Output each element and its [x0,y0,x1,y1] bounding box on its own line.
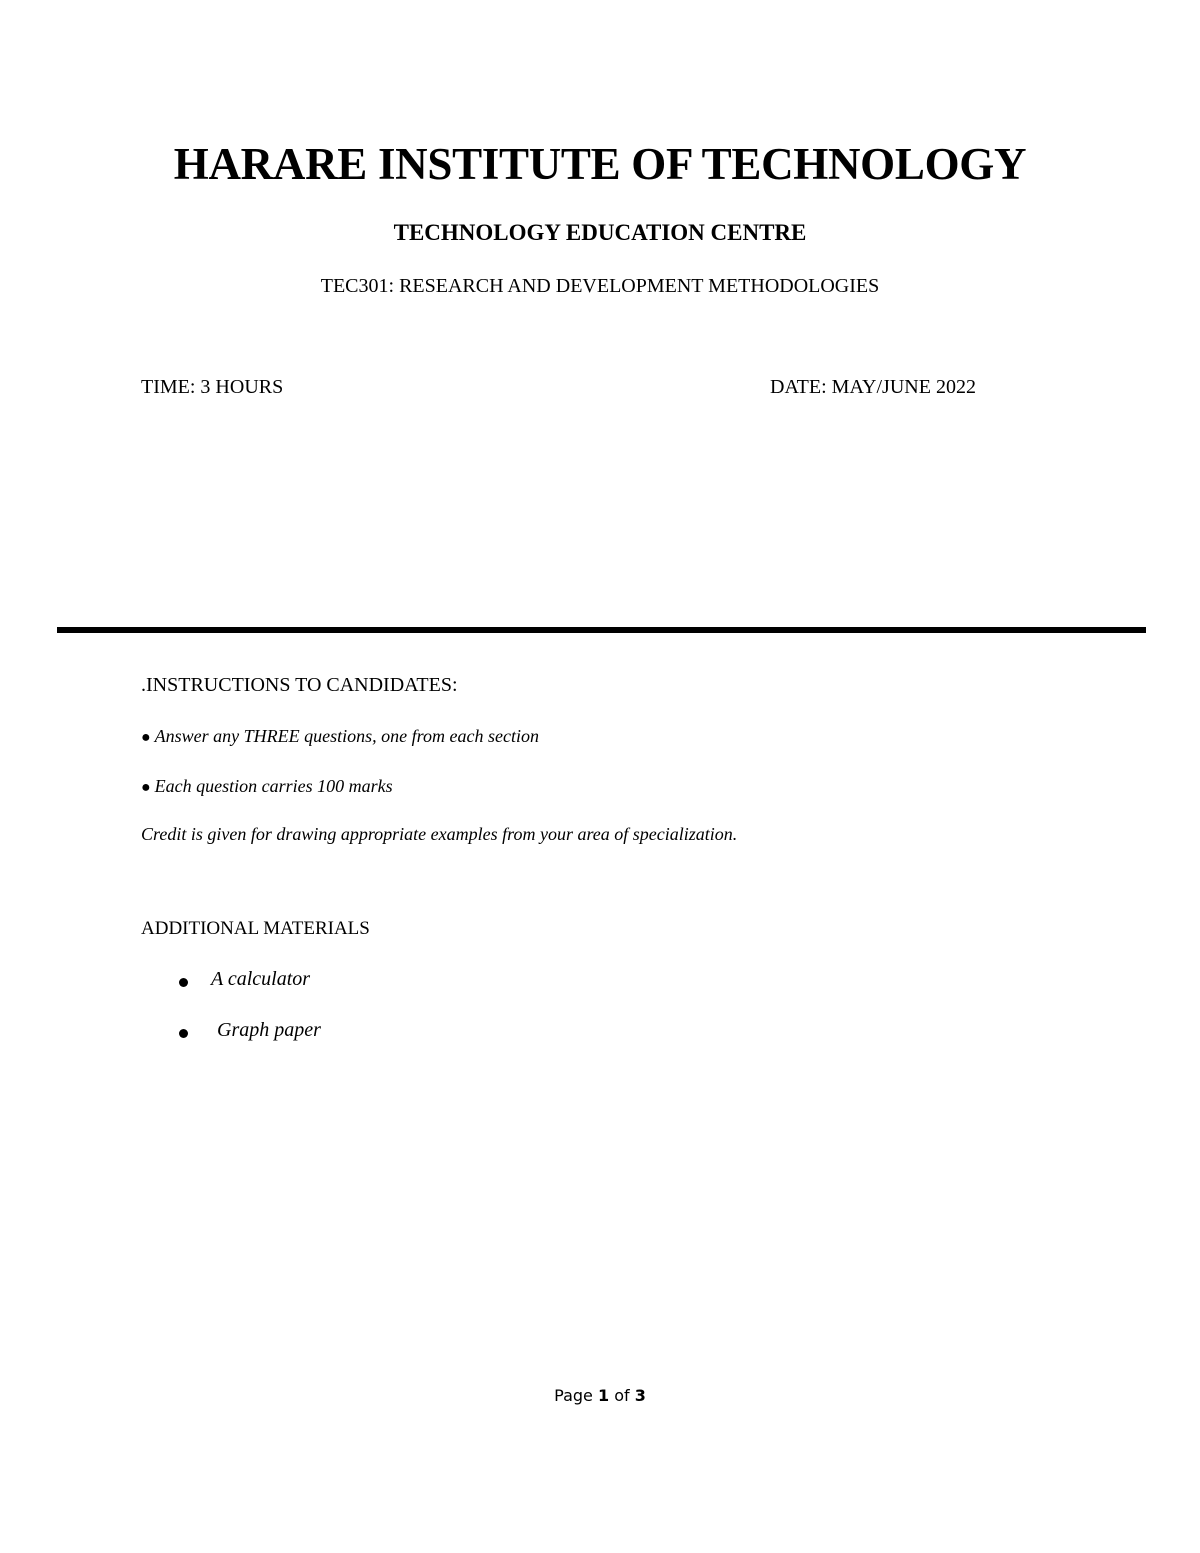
instructions-heading: .INSTRUCTIONS TO CANDIDATES: [141,674,458,696]
instruction-text: Answer any THREE questions, one from each section [154,726,539,746]
bullet-icon [179,1029,188,1038]
page-footer [0,1386,1200,1405]
course-title: TEC301: RESEARCH AND DEVELOPMENT METHODOLOGIES [320,275,880,297]
exam-date: DATE: MAY/JUNE 2022 [770,376,976,398]
page-label: Page [554,1386,593,1405]
current-page-number: 1 [597,1386,610,1405]
material-item: Graph paper [217,1019,321,1041]
bullet-icon: ● [141,729,151,746]
page-of-label: of [614,1386,630,1405]
institution-title: HARARE INSTITUTE OF TECHNOLOGY [173,139,1027,189]
instruction-text: Each question carries 100 marks [154,776,393,796]
instruction-item [141,776,393,797]
instruction-note: Credit is given for drawing appropriate examples from your area of specialization. [141,824,738,844]
bullet-icon [179,978,188,987]
total-pages-number: 3 [634,1386,646,1405]
exam-time: TIME: 3 HOURS [141,376,284,398]
centre-subtitle: TECHNOLOGY EDUCATION CENTRE [393,220,807,245]
horizontal-divider [57,627,1146,633]
additional-materials-heading: ADDITIONAL MATERIALS [141,918,370,939]
bullet-icon: ● [141,779,151,796]
instruction-item [141,726,539,747]
material-item: A calculator [211,968,311,990]
